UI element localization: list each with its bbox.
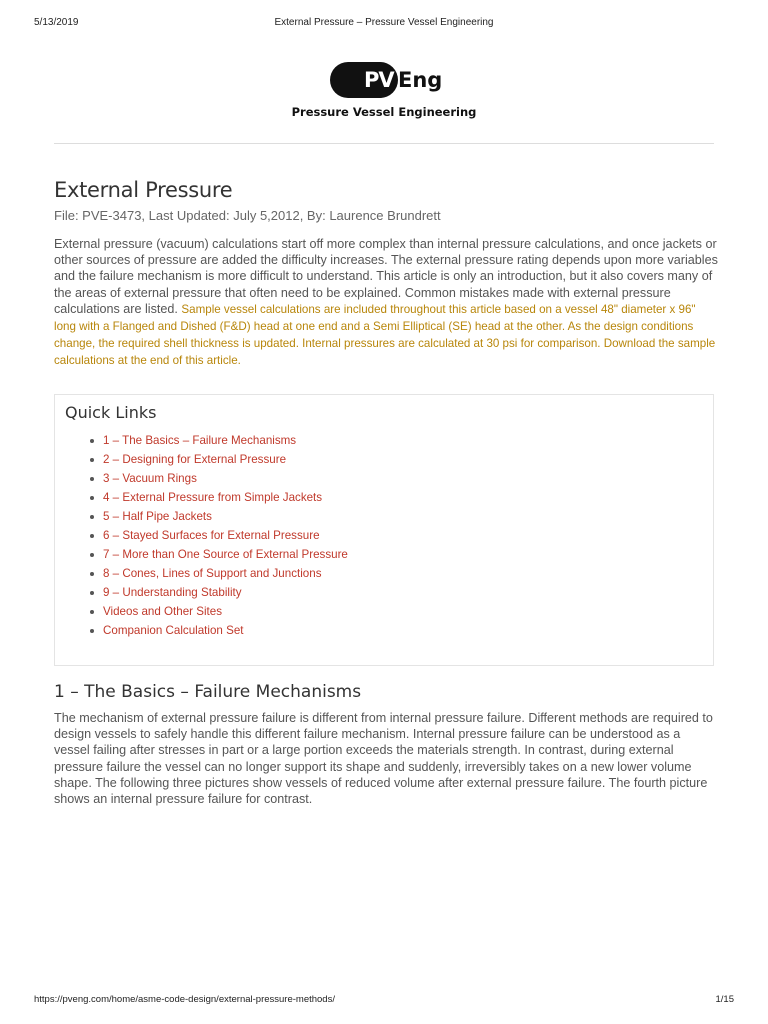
list-item	[103, 547, 348, 566]
section-1-body: The mechanism of external pressure failure is different from internal pressure failure. Different methods are required to design vessels to safely handle this different failure mechanism. Internal pressure failure can be understood as a vessel failing after stresses in part or a large portion exceeds the materials strength. In contrast, during external pressure failure the vessel can no longer support its shape and suddenly, irreversibly takes on a new lower volume shape. The following three pictures show vessels of reduced volume after external pressure failure. The fourth picture shows an internal pressure failure for contrast.	[54, 711, 713, 807]
quick-links-box	[54, 394, 714, 666]
quick-link-videos[interactable]: Videos and Other Sites	[103, 605, 223, 618]
list-item	[103, 452, 348, 471]
logo-pv-text: PV	[364, 68, 394, 92]
print-url: https://pveng.com/home/asme-code-design/external-pressure-methods/	[34, 994, 335, 1005]
quick-link-2[interactable]: 2 – Designing for External Pressure	[103, 453, 287, 466]
list-item	[103, 623, 348, 642]
header-divider	[54, 143, 714, 144]
article-title: External Pressure	[54, 178, 233, 202]
logo-subtitle: Pressure Vessel Engineering	[291, 105, 477, 119]
print-date: 5/13/2019	[34, 17, 79, 28]
quick-links-title: Quick Links	[65, 403, 157, 422]
quick-link-6[interactable]: 6 – Stayed Surfaces for External Pressure	[103, 529, 320, 542]
list-item	[103, 471, 348, 490]
list-item	[103, 528, 348, 547]
quick-link-5[interactable]: 5 – Half Pipe Jackets	[103, 510, 212, 523]
list-item	[103, 490, 348, 509]
list-item	[103, 433, 348, 452]
list-item	[103, 509, 348, 528]
quick-link-9[interactable]: 9 – Understanding Stability	[103, 586, 242, 599]
list-item	[103, 566, 348, 585]
quick-link-4[interactable]: 4 – External Pressure from Simple Jackets	[103, 491, 323, 504]
quick-link-1[interactable]: 1 – The Basics – Failure Mechanisms	[103, 434, 297, 447]
quick-link-calculation-set[interactable]: Companion Calculation Set	[103, 624, 244, 637]
intro-sample-note: Sample vessel calculations are included throughout this article based on a vessel 48" diameter x 96" long with a Flanged and Dished (F&D) head at one end and a Semi Elliptical (SE) head at the other. As the design conditions change, the required shell thickness is updated. Internal pressures are calculated at 30 psi for comparison. Download the sample calculations at the end of this article.	[54, 302, 716, 368]
quick-link-7[interactable]: 7 – More than One Source of External Pressure	[103, 548, 348, 561]
quick-link-8[interactable]: 8 – Cones, Lines of Support and Junctions	[103, 567, 322, 580]
list-item	[103, 604, 348, 623]
quick-link-3[interactable]: 3 – Vacuum Rings	[103, 472, 197, 485]
article-meta: File: PVE-3473, Last Updated: July 5,2012, By: Laurence Brundrett	[54, 208, 441, 223]
section-1-title: 1 – The Basics – Failure Mechanisms	[54, 682, 362, 702]
print-page-number: 1/15	[715, 994, 734, 1005]
article-intro	[54, 236, 718, 370]
intro-text: External pressure (vacuum) calculations start off more complex than internal pressure calculations, and once jackets or other sources of pressure are added the difficulty increases. The external pressure rating depends upon more variables and the failure mechanism is more difficult to understand. This article is only an introduction, but it also covers many of the areas of external pressure that often need to be explained. Common mistakes made with external pressure calculations are listed.	[54, 237, 718, 316]
quick-links-list	[103, 433, 348, 642]
logo-eng-text: Eng	[398, 68, 443, 92]
list-item	[103, 585, 348, 604]
pveng-logo[interactable]	[330, 62, 442, 98]
print-page-title: External Pressure – Pressure Vessel Engineering	[274, 17, 494, 28]
